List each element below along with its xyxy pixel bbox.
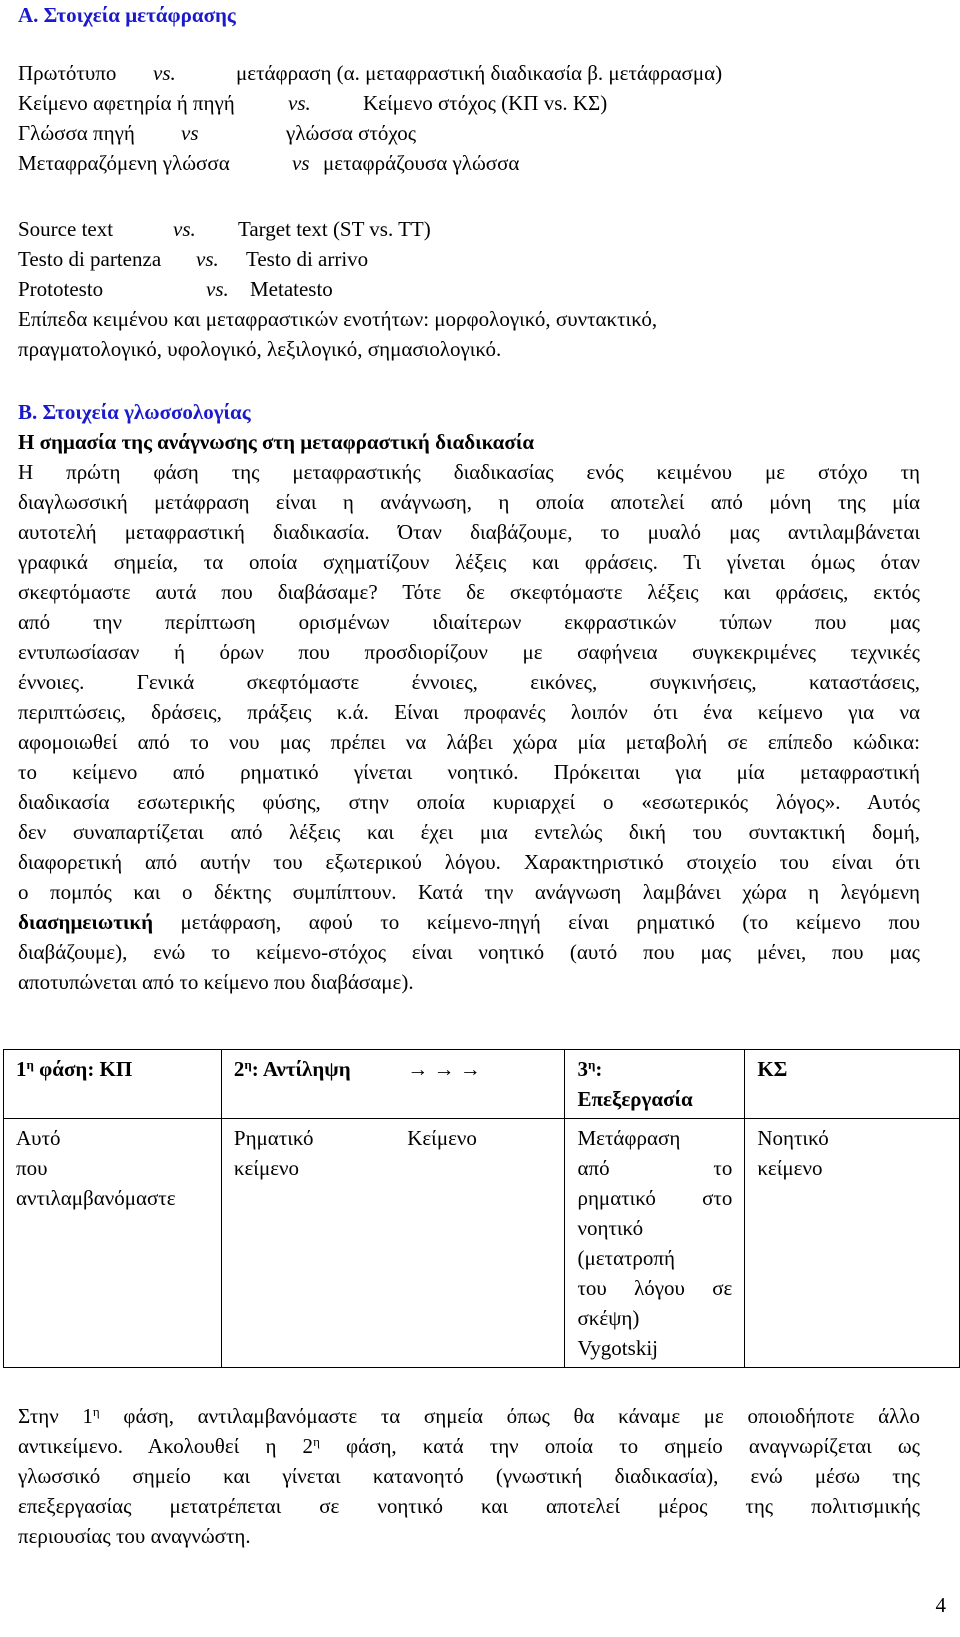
cell-line: κείμενο [757,1156,823,1180]
paragraph-line: αφομοιωθεί από το νου μας πρέπει να λάβει χώρα μία μεταβολή σε επίπεδο κώδικα: [18,730,920,754]
term-left: Prototesto [18,277,104,301]
cell-line: Αυτό [16,1126,61,1150]
paragraph-line: διαφορετική από αυτήν του εξωτερικού λόγου. Χαρακτηριστικό στοιχείο του είναι ότι [18,850,920,874]
cell-line: Vygotskij [577,1336,658,1360]
cell-line: νοητικό [577,1216,644,1240]
header-cell [745,1050,960,1119]
paragraph-line: γραφικά σημεία, τα οποία σχηματίζουν λέξεις και φράσεις. Τι γίνεται όμως όταν [18,550,920,574]
header-text: Επεξεργασία [577,1087,693,1111]
vs-label: vs. [196,247,219,271]
cell-line: ρηματικό στο [577,1186,733,1210]
header-text: ΚΣ [757,1057,788,1081]
cell-line: σκέψη) [577,1306,640,1330]
term-pair [18,118,417,148]
paragraph-line: το κείμενο από ρηματικό γίνεται νοητικό. Πρόκειται για μία μεταφραστική [18,760,920,784]
table-cell [4,1119,222,1368]
table-cell [565,1119,745,1368]
paragraph-line: σκεφτόμαστε αυτά που διαβάσαμε? Τότε δε σκεφτόμαστε λέξεις και φράσεις, εκτός [18,580,920,604]
term-right: Testo di arrivo [246,247,369,271]
cell-line: κείμενο [233,1156,300,1180]
cell-line: που [16,1156,48,1180]
cell-line: του λόγου σε [577,1276,733,1300]
term-pair [18,214,431,244]
arrows-icon: → → → [407,1057,481,1081]
header-text: : [595,1057,603,1081]
paragraph-line: περιουσίας του αναγνώστη. [18,1524,251,1548]
page-number: 4 [935,1593,946,1617]
section-b-title: Β. Στοιχεία γλωσσολογίας [18,400,251,424]
term-right: γλώσσα στόχος [286,121,417,145]
paragraph-line: περιπτώσεις, δράσεις, πράξεις κ.ά. Είναι προφανές λοιπόν ότι ένα κείμενο για να [18,700,920,724]
arrows-cell [395,1050,565,1119]
text-fragment: φάση, αντιλαμβανόμαστε τα σημεία όπως θα κάναμε με οποιοδήποτε άλλο [99,1404,920,1428]
table-header-row [4,1050,960,1119]
term-left: Γλώσσα πηγή [18,121,135,145]
header-sup: η [244,1057,252,1072]
vs-label: vs [181,121,199,145]
paragraph-fragment: μετάφραση, αφού το κείμενο-πηγή είναι ρηματικό (το κείμενο που [153,910,920,934]
header-sup: η [587,1057,596,1072]
header-sup: η [26,1057,34,1072]
term-left: Μεταφραζόμενη γλώσσα [18,151,230,175]
term-pair [18,148,520,178]
term-pair [18,88,608,118]
paragraph-line: αυτοτελή μεταφραστική διαδικασία. Όταν διαβάζουμε, το μυαλό μας αντιλαμβάνεται [18,520,920,544]
superscript: η [313,1434,320,1449]
vs-label: vs. [153,61,176,85]
term-right: Metatesto [250,277,333,301]
table-cell [395,1119,565,1368]
term-right: μετάφραση (α. μεταφραστική διαδικασία β. μετάφρασμα) [236,61,723,85]
vs-label: vs. [173,217,196,241]
phases-table [3,1049,960,1368]
header-text: : Αντίληψη [251,1057,351,1081]
paragraph-line: επεξεργασίας μετατρέπεται σε νοητικό και αποτελεί μέρος της πολιτισμικής [18,1494,920,1518]
cell-line: από το [577,1156,733,1180]
paragraph-line: Η πρώτη φάση της μεταφραστικής διαδικασίας ενός κειμένου με στόχο τη [18,460,920,484]
term-pair [18,244,369,274]
text-fragment: αντικείμενο. Ακολουθεί η 2 [18,1434,314,1458]
paragraph-line: αποτυπώνεται από το κείμενο που διαβάσαμε). [18,970,414,994]
vs-label: vs [292,151,310,175]
paragraph-line: γλωσσικό σημείο και γίνεται κατανοητό (γνωστική διαδικασία), ενώ μέσω της [18,1464,920,1488]
table-cell [745,1119,960,1368]
table-cell [221,1119,395,1368]
header-num: 2 [233,1057,245,1081]
cell-line: (μετατροπή [577,1246,675,1270]
paragraph-line: από την περίπτωση ορισμένων ιδιαίτερων εκφραστικών τύπων που μας [18,610,920,634]
paragraph-line: ο πομπός και ο δέκτης συμπίπτουν. Κατά την ανάγνωση λαμβάνει χώρα η λεγόμενη [18,880,920,904]
term-right: μεταφράζουσα γλώσσα [323,151,520,175]
levels-line: πραγματολογικό, υφολογικό, λεξιλογικό, σημασιολογικό. [18,337,502,361]
bold-term: διασημειωτική [18,910,153,934]
levels-line: Επίπεδα κειμένου και μεταφραστικών ενοτήτων: μορφολογικό, συντακτικό, [18,307,658,331]
term-left: Source text [18,217,114,241]
header-num: 1 [16,1057,27,1081]
header-text: φάση: ΚΠ [33,1057,133,1081]
header-cell [4,1050,222,1119]
cell-line: αντιλαμβανόμαστε [16,1186,176,1210]
paragraph-line: διαβάζουμε), ενώ το κείμενο-στόχος είναι νοητικό (αυτό που μας μένει, που μας [18,940,920,964]
vs-label: vs. [206,277,229,301]
cell-line: Κείμενο [407,1126,477,1150]
term-right: Κείμενο στόχος (ΚΠ vs. ΚΣ) [363,91,608,115]
paragraph-line: διαδικασία εσωτερικής φύσης, στην οποία κυριαρχεί ο «εσωτερικός λόγος». Αυτός [18,790,920,814]
section-b-subtitle: Η σημασία της ανάγνωσης στη μεταφραστική διαδικασία [18,430,535,454]
term-left: Testo di partenza [18,247,162,271]
paragraph-line: δεν συναπαρτίζεται από λέξεις και έχει μια εντελώς δική του συντακτική δομή, [18,820,920,844]
header-num: 3 [577,1057,588,1081]
paragraph-line: έννοιες. Γενικά σκεφτόμαστε έννοιες, εικόνες, συγκινήσεις, καταστάσεις, [18,670,920,694]
term-left: Κείμενο αφετηρία ή πηγή [18,91,235,115]
header-cell [565,1050,745,1119]
term-left: Πρωτότυπο [18,61,117,85]
cell-line: Μετάφραση [577,1126,681,1150]
table-row [4,1119,960,1368]
cell-line: Ρηματικό [233,1126,314,1150]
section-a-title: Α. Στοιχεία μετάφρασης [18,3,236,27]
term-pair [18,274,333,304]
cell-line: Νοητικό [757,1126,829,1150]
term-right: Target text (ST vs. TT) [238,217,431,241]
superscript: η [92,1404,100,1419]
term-pair [18,58,723,88]
paragraph-line: εντυπωσίασαν ή όρων που προσδιορίζουν με σαφήνεια συγκεκριμένες τεχνικές [18,640,920,664]
text-fragment: Στην 1 [18,1404,93,1428]
text-fragment: φάση, κατά την οποία το σημείο αναγνωρίζεται ως [319,1434,920,1458]
vs-label: vs. [288,91,311,115]
header-cell [221,1050,395,1119]
paragraph-line: διαγλωσσική μετάφραση είναι η ανάγνωση, η οποία αποτελεί από μόνη της μία [18,490,920,514]
